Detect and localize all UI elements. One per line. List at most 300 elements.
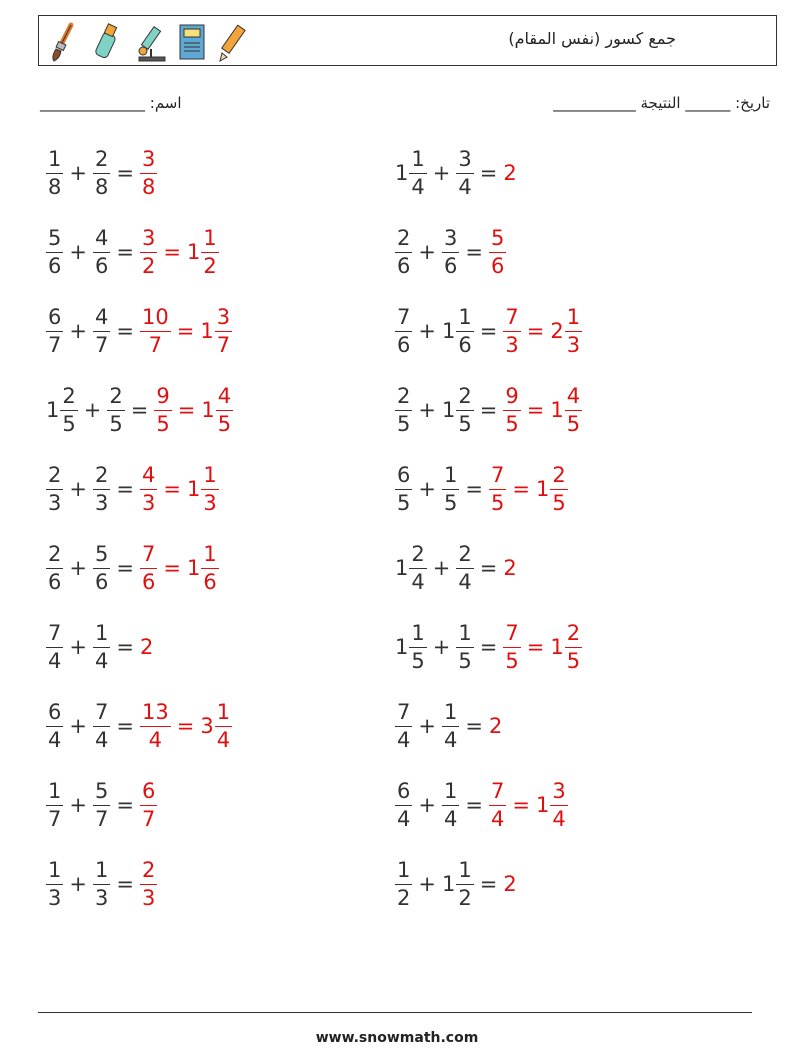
- fraction: [456, 857, 473, 910]
- fraction: [503, 620, 520, 673]
- denominator: 3: [566, 332, 581, 357]
- fraction: [201, 462, 218, 515]
- answer: [154, 383, 233, 436]
- fraction: [140, 146, 157, 199]
- denominator: 4: [443, 806, 458, 831]
- whole-number: 1: [395, 161, 409, 185]
- equals-sign: =: [526, 319, 545, 343]
- fraction-term: [456, 541, 473, 594]
- fraction: [442, 699, 459, 752]
- denominator: 5: [109, 411, 123, 436]
- fraction: [46, 699, 63, 752]
- fraction: [140, 541, 157, 594]
- denominator: 5: [62, 411, 76, 436]
- equals-sign: =: [177, 398, 196, 422]
- answer: [140, 635, 154, 659]
- fraction-term: [395, 857, 412, 910]
- fraction-term: [503, 304, 520, 357]
- fraction: [215, 304, 232, 357]
- fraction: [442, 778, 459, 831]
- fraction-term: [442, 225, 459, 278]
- fraction-term: [395, 304, 412, 357]
- fraction: [93, 146, 110, 199]
- denominator: 3: [505, 332, 519, 357]
- fraction-term: [140, 225, 157, 278]
- whole-number: 2: [139, 635, 154, 659]
- plus-sign: +: [69, 714, 87, 738]
- fraction-term: [535, 462, 568, 515]
- whole-number: 1: [395, 556, 409, 580]
- fraction: [215, 699, 232, 752]
- denominator: 4: [148, 727, 163, 752]
- fraction-term: [46, 778, 63, 831]
- numerator: 6: [395, 781, 412, 806]
- name-field: اسم: ______________: [40, 94, 182, 112]
- whole-number: 1: [535, 477, 550, 501]
- fraction-term: [46, 383, 78, 436]
- denominator: 7: [48, 332, 62, 357]
- answer: [503, 304, 582, 357]
- fraction: [93, 857, 110, 910]
- whole-number: 2: [503, 556, 517, 580]
- fraction: [395, 304, 412, 357]
- fraction-term: [93, 857, 110, 910]
- numerator: 2: [456, 386, 473, 411]
- numerator: 5: [489, 228, 506, 253]
- plus-sign: +: [418, 793, 436, 817]
- denominator: 2: [397, 885, 411, 910]
- fraction-term: [46, 620, 63, 673]
- whole-number: 1: [441, 398, 456, 422]
- equals-sign: =: [479, 635, 498, 659]
- fraction-term: [200, 699, 232, 752]
- numerator: 7: [503, 307, 520, 332]
- numerator: 1: [442, 465, 459, 490]
- whole-number: 2: [503, 161, 517, 185]
- fraction-term: [140, 778, 157, 831]
- answer: [503, 161, 517, 185]
- fraction: [140, 462, 157, 515]
- numerator: 1: [215, 702, 232, 727]
- fraction: [154, 383, 171, 436]
- fraction: [46, 462, 63, 515]
- equals-sign: =: [176, 319, 195, 343]
- fraction-term: [395, 620, 427, 673]
- fraction: [46, 857, 63, 910]
- plus-sign: +: [418, 319, 436, 343]
- book-icon: [177, 21, 207, 63]
- equals-sign: =: [512, 793, 530, 817]
- fraction: [46, 146, 63, 199]
- fraction: [107, 383, 124, 436]
- fraction-term: [93, 541, 110, 594]
- fraction-term: [442, 462, 459, 515]
- fraction-term: [395, 383, 412, 436]
- equals-sign: =: [116, 240, 134, 264]
- numerator: 7: [395, 307, 412, 332]
- problem-item: [46, 775, 157, 835]
- fraction: [93, 620, 110, 673]
- equals-sign: =: [163, 556, 181, 580]
- denominator: 7: [48, 806, 62, 831]
- problem-item: [395, 617, 582, 677]
- fraction-term: [201, 383, 233, 436]
- answer: [140, 857, 157, 910]
- denominator: 6: [203, 569, 217, 594]
- problem-item: [46, 380, 233, 440]
- problem-item: [395, 538, 518, 598]
- denominator: 6: [443, 253, 458, 278]
- numerator: 1: [93, 860, 110, 885]
- plus-sign: +: [69, 161, 87, 185]
- fraction: [395, 857, 412, 910]
- whole-number: 1: [186, 477, 201, 501]
- numerator: 3: [456, 149, 473, 174]
- equals-sign: =: [479, 556, 498, 580]
- fraction: [140, 225, 157, 278]
- fraction: [409, 541, 426, 594]
- fraction-term: [154, 383, 171, 436]
- whole-number: 1: [441, 319, 456, 343]
- numerator: 2: [395, 386, 412, 411]
- denominator: 4: [94, 727, 109, 752]
- fraction-term: [395, 541, 427, 594]
- plus-sign: +: [432, 556, 451, 580]
- fraction-term: [442, 699, 459, 752]
- denominator: 4: [411, 174, 425, 199]
- numerator: 1: [456, 623, 473, 648]
- fraction-term: [46, 462, 63, 515]
- equals-sign: =: [116, 714, 134, 738]
- fraction: [201, 225, 218, 278]
- plus-sign: +: [432, 635, 451, 659]
- numerator: 3: [550, 781, 567, 806]
- numerator: 2: [46, 544, 63, 569]
- equals-sign: =: [479, 872, 498, 896]
- fraction: [409, 620, 426, 673]
- numerator: 5: [93, 781, 110, 806]
- footer-divider: [38, 1012, 752, 1013]
- numerator: 7: [140, 544, 157, 569]
- denominator: 4: [48, 727, 62, 752]
- denominator: 5: [490, 490, 505, 515]
- answer: [503, 872, 517, 896]
- numerator: 2: [395, 228, 412, 253]
- plus-sign: +: [418, 398, 436, 422]
- equals-sign: =: [526, 635, 545, 659]
- equals-sign: =: [116, 872, 134, 896]
- plus-sign: +: [418, 240, 436, 264]
- whole-number: 3: [200, 714, 214, 738]
- fraction-term: [93, 778, 110, 831]
- fraction-term: [456, 146, 473, 199]
- whole-number: 1: [200, 319, 214, 343]
- whole-number: 2: [550, 319, 564, 343]
- denominator: 6: [397, 253, 411, 278]
- fraction: [395, 462, 412, 515]
- pencil-icon: [215, 21, 251, 63]
- numerator: 7: [489, 465, 506, 490]
- fraction-term: [395, 699, 412, 752]
- denominator: 5: [397, 490, 411, 515]
- denominator: 2: [203, 253, 217, 278]
- equals-sign: =: [116, 556, 134, 580]
- numerator: 2: [140, 860, 157, 885]
- denominator: 6: [48, 569, 62, 594]
- denominator: 3: [203, 490, 217, 515]
- fraction-term: [140, 541, 157, 594]
- denominator: 6: [48, 253, 62, 278]
- numerator: 4: [216, 386, 233, 411]
- fraction-term: [503, 556, 517, 580]
- denominator: 2: [141, 253, 156, 278]
- numerator: 4: [93, 228, 110, 253]
- fraction-term: [441, 383, 474, 436]
- fraction: [456, 541, 473, 594]
- equals-sign: =: [465, 240, 483, 264]
- fraction: [46, 778, 63, 831]
- fraction-term: [140, 146, 157, 199]
- plus-sign: +: [69, 240, 87, 264]
- answer: [140, 462, 219, 515]
- numerator: 1: [456, 307, 473, 332]
- numerator: 7: [503, 623, 520, 648]
- equals-sign: =: [130, 398, 149, 422]
- fraction: [395, 699, 412, 752]
- problem-item: [46, 459, 219, 519]
- denominator: 4: [94, 648, 109, 673]
- numerator: 10: [140, 307, 171, 332]
- problem-item: [46, 222, 219, 282]
- numerator: 3: [140, 149, 157, 174]
- fraction-term: [186, 541, 219, 594]
- denominator: 6: [94, 253, 109, 278]
- fraction: [565, 304, 582, 357]
- numerator: 3: [442, 228, 459, 253]
- denominator: 4: [443, 727, 458, 752]
- fraction-term: [535, 778, 568, 831]
- numerator: 7: [489, 781, 506, 806]
- numerator: 1: [442, 781, 459, 806]
- fraction-term: [395, 146, 427, 199]
- problem-item: [46, 696, 232, 756]
- fraction: [60, 383, 77, 436]
- equals-sign: =: [116, 477, 134, 501]
- denominator: 4: [411, 569, 425, 594]
- equals-sign: =: [479, 161, 498, 185]
- answer: [140, 699, 232, 752]
- numerator: 6: [140, 781, 157, 806]
- fraction: [503, 304, 520, 357]
- header-icons: [45, 20, 251, 64]
- denominator: 5: [505, 648, 519, 673]
- fraction: [489, 778, 506, 831]
- denominator: 4: [48, 648, 62, 673]
- fraction-term: [456, 620, 473, 673]
- fraction: [395, 778, 412, 831]
- fraction: [565, 620, 582, 673]
- denominator: 6: [397, 332, 411, 357]
- fraction: [46, 541, 63, 594]
- plus-sign: +: [432, 161, 451, 185]
- fraction-term: [395, 462, 412, 515]
- fraction: [550, 462, 567, 515]
- fraction: [456, 383, 473, 436]
- numerator: 6: [46, 702, 63, 727]
- fraction: [565, 383, 582, 436]
- fraction-term: [93, 146, 110, 199]
- equals-sign: =: [479, 398, 498, 422]
- highlighter-icon: [89, 21, 125, 63]
- equals-sign: =: [176, 714, 195, 738]
- numerator: 2: [456, 544, 473, 569]
- fraction-term: [93, 304, 110, 357]
- fraction-term: [441, 857, 474, 910]
- footer-url: www.snowmath.com: [315, 1030, 479, 1046]
- equals-sign: =: [116, 319, 134, 343]
- fraction-term: [550, 383, 582, 436]
- fraction-term: [140, 635, 154, 659]
- fraction: [456, 304, 473, 357]
- numerator: 1: [46, 149, 63, 174]
- denominator: 5: [566, 411, 581, 436]
- answer: [140, 778, 157, 831]
- plus-sign: +: [69, 872, 87, 896]
- whole-number: 1: [550, 635, 564, 659]
- equals-sign: =: [116, 793, 134, 817]
- fraction-term: [93, 225, 110, 278]
- denominator: 5: [566, 648, 581, 673]
- numerator: 6: [395, 465, 412, 490]
- numerator: 3: [215, 307, 232, 332]
- answer: [489, 225, 506, 278]
- fraction-term: [489, 225, 506, 278]
- fraction: [550, 778, 567, 831]
- problem-item: [46, 538, 219, 598]
- problem-item: [46, 143, 157, 203]
- denominator: 7: [216, 332, 231, 357]
- numerator: 2: [107, 386, 124, 411]
- fraction-term: [46, 699, 63, 752]
- numerator: 3: [140, 228, 157, 253]
- denominator: 5: [217, 411, 232, 436]
- fraction: [140, 699, 171, 752]
- fraction-term: [550, 304, 582, 357]
- problem-item: [46, 301, 232, 361]
- fraction-term: [140, 857, 157, 910]
- denominator: 3: [48, 885, 62, 910]
- denominator: 5: [552, 490, 566, 515]
- denominator: 5: [458, 648, 472, 673]
- worksheet-title: جمع كسور (نفس المقام): [508, 29, 676, 48]
- numerator: 1: [565, 307, 582, 332]
- answer: [489, 714, 503, 738]
- plus-sign: +: [69, 556, 87, 580]
- plus-sign: +: [69, 319, 87, 343]
- answer: [140, 146, 157, 199]
- fraction: [140, 857, 157, 910]
- numerator: 1: [46, 860, 63, 885]
- problem-item: [395, 301, 582, 361]
- denominator: 4: [458, 174, 472, 199]
- numerator: 5: [93, 544, 110, 569]
- denominator: 4: [397, 727, 411, 752]
- fraction-term: [46, 225, 63, 278]
- fraction: [46, 225, 63, 278]
- equals-sign: =: [163, 240, 181, 264]
- fraction: [46, 620, 63, 673]
- numerator: 9: [154, 386, 171, 411]
- fraction: [489, 462, 506, 515]
- fraction: [93, 541, 110, 594]
- numerator: 5: [46, 228, 63, 253]
- numerator: 1: [201, 228, 218, 253]
- numerator: 1: [409, 149, 426, 174]
- denominator: 4: [552, 806, 566, 831]
- plus-sign: +: [418, 714, 436, 738]
- fraction-term: [200, 304, 232, 357]
- whole-number: 1: [46, 398, 60, 422]
- numerator: 2: [60, 386, 77, 411]
- numerator: 6: [46, 307, 63, 332]
- fraction: [93, 778, 110, 831]
- equals-sign: =: [479, 319, 498, 343]
- fraction: [93, 462, 110, 515]
- numerator: 1: [201, 465, 218, 490]
- numerator: 2: [93, 465, 110, 490]
- whole-number: 1: [201, 398, 215, 422]
- numerator: 1: [93, 623, 110, 648]
- denominator: 5: [505, 411, 519, 436]
- numerator: 2: [93, 149, 110, 174]
- problem-item: [395, 775, 568, 835]
- answer: [503, 556, 517, 580]
- fraction-term: [503, 620, 520, 673]
- whole-number: 1: [441, 872, 456, 896]
- fraction-term: [550, 620, 582, 673]
- numerator: 2: [409, 544, 426, 569]
- problem-item: [395, 222, 506, 282]
- whole-number: 1: [186, 240, 201, 264]
- numerator: 1: [201, 544, 218, 569]
- fraction-term: [503, 161, 517, 185]
- denominator: 3: [94, 885, 109, 910]
- paintbrush-icon: [45, 21, 81, 63]
- plus-sign: +: [69, 477, 87, 501]
- numerator: 13: [140, 702, 171, 727]
- fraction: [442, 225, 459, 278]
- numerator: 2: [550, 465, 567, 490]
- fraction: [395, 383, 412, 436]
- fraction: [46, 304, 63, 357]
- fraction-term: [186, 225, 219, 278]
- denominator: 4: [397, 806, 411, 831]
- answer: [489, 462, 568, 515]
- fraction-term: [46, 146, 63, 199]
- denominator: 6: [141, 569, 156, 594]
- numerator: 9: [503, 386, 520, 411]
- plus-sign: +: [418, 872, 436, 896]
- fraction: [216, 383, 233, 436]
- fraction-term: [93, 462, 110, 515]
- numerator: 2: [46, 465, 63, 490]
- fraction: [93, 304, 110, 357]
- denominator: 3: [141, 490, 156, 515]
- problem-item: [395, 459, 568, 519]
- denominator: 5: [156, 411, 170, 436]
- equals-sign: =: [116, 635, 134, 659]
- denominator: 2: [458, 885, 472, 910]
